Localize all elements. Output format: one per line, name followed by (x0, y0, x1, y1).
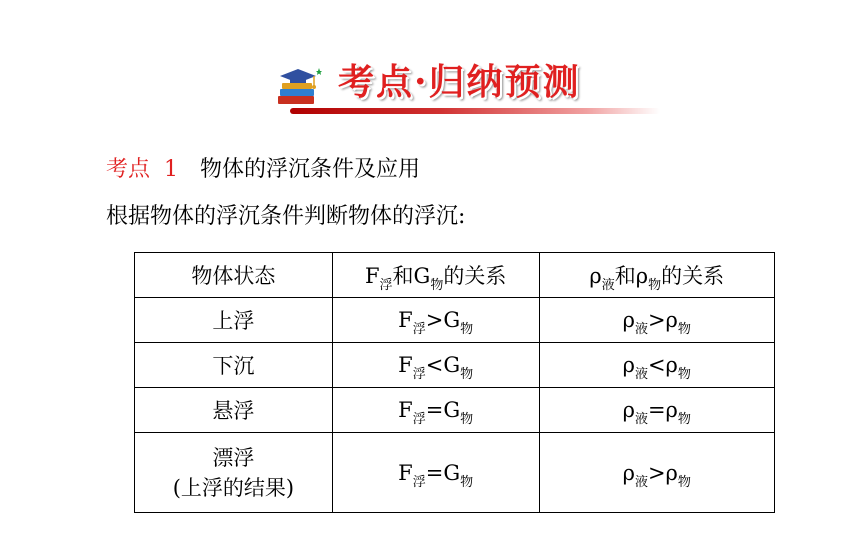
state-cell: 下沉 (135, 343, 333, 388)
state-cell (135, 433, 333, 513)
header-force-relation: $F_浮$和$G_物$的关系 (332, 253, 539, 298)
state-cell: 悬浮 (135, 388, 333, 433)
force-cell: $F_浮=G_物$ (332, 388, 539, 433)
topic-number: 1 (164, 157, 179, 182)
table-row (135, 343, 775, 388)
float-sink-table (134, 252, 775, 513)
table-header-row (135, 253, 775, 298)
table-row (135, 433, 775, 513)
force-cell: $F_浮=G_物$ (332, 433, 539, 513)
state-cell: 上浮 (135, 298, 333, 343)
header-density-relation: $\rho_液$和$\rho_物$的关系 (539, 253, 775, 298)
density-cell: $\rho_液>\rho_物$ (539, 298, 775, 343)
density-cell: $\rho_液<\rho_物$ (539, 343, 775, 388)
topic-heading (106, 154, 420, 186)
topic-title: 物体的浮沉条件及应用 (200, 157, 421, 182)
section-header-title: 考点·归纳预测 (338, 61, 581, 103)
state-label: 漂浮 (212, 445, 255, 470)
force-cell: $F_浮>G_物$ (332, 298, 539, 343)
header-state: 物体状态 (135, 253, 333, 298)
table-row (135, 388, 775, 433)
topic-label: 考点 (106, 157, 151, 182)
header-underline (290, 108, 660, 114)
density-cell: $\rho_液>\rho_物$ (539, 433, 775, 513)
topic-description: 根据物体的浮沉条件判断物体的浮沉: (106, 204, 466, 229)
force-cell: $F_浮<G_物$ (332, 343, 539, 388)
graduation-cap-books-icon (274, 66, 322, 108)
section-header (0, 0, 860, 130)
density-cell: $\rho_液=\rho_物$ (539, 388, 775, 433)
state-note: (上浮的结果) (172, 475, 295, 500)
table-row (135, 298, 775, 343)
